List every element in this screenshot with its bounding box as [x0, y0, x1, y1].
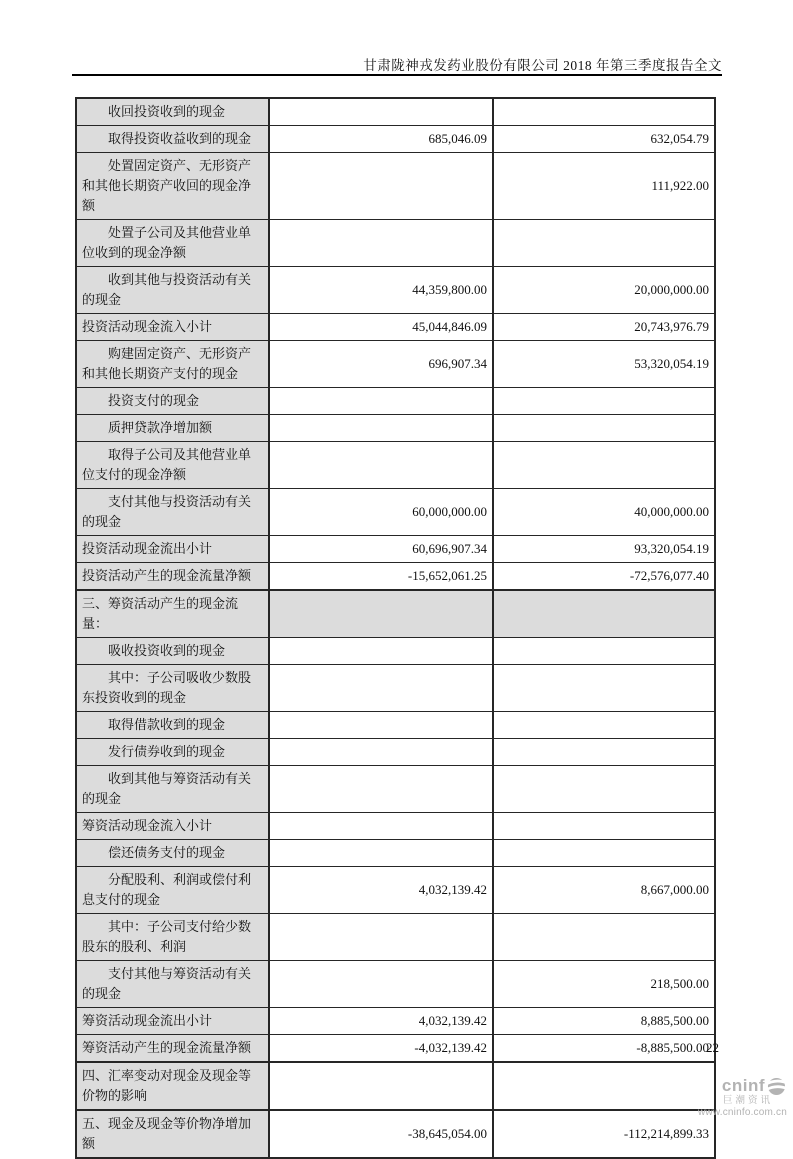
row-value-current [269, 766, 493, 813]
cninfo-brand-text: cninf [721, 1076, 765, 1096]
table-row [76, 220, 715, 267]
row-value-current: 685,046.09 [269, 126, 493, 153]
table-row [76, 126, 715, 153]
header-divider [72, 74, 722, 76]
table-row [76, 961, 715, 1008]
row-value-prior: 8,885,500.00 [493, 1008, 715, 1035]
table-row [76, 442, 715, 489]
row-value-prior [493, 638, 715, 665]
row-value-prior: 93,320,054.19 [493, 536, 715, 563]
row-value-current: 60,000,000.00 [269, 489, 493, 536]
table-row [76, 638, 715, 665]
row-value-current [269, 98, 493, 126]
table-row [76, 739, 715, 766]
table-row [76, 665, 715, 712]
row-value-prior: 20,000,000.00 [493, 267, 715, 314]
page-header-title: 甘肃陇神戎发药业股份有限公司 2018 年第三季度报告全文 [363, 58, 722, 73]
row-label: 取得子公司及其他营业单位支付的现金净额 [76, 442, 269, 489]
row-label: 分配股利、利润或偿付利息支付的现金 [76, 867, 269, 914]
row-label: 吸收投资收到的现金 [76, 638, 269, 665]
table-row [76, 1062, 715, 1110]
table-row [76, 341, 715, 388]
row-label: 质押贷款净增加额 [76, 415, 269, 442]
table-row [76, 489, 715, 536]
row-value-prior: 111,922.00 [493, 153, 715, 220]
row-label: 支付其他与筹资活动有关的现金 [76, 961, 269, 1008]
table-row [76, 914, 715, 961]
table-row [76, 712, 715, 739]
row-value-prior: 8,667,000.00 [493, 867, 715, 914]
row-value-prior [493, 665, 715, 712]
row-value-current [269, 442, 493, 489]
row-label: 偿还债务支付的现金 [76, 840, 269, 867]
row-label: 五、现金及现金等价物净增加额 [76, 1110, 269, 1158]
row-value-prior: 632,054.79 [493, 126, 715, 153]
cninfo-swirl-icon [766, 1077, 787, 1096]
row-value-prior: 20,743,976.79 [493, 314, 715, 341]
row-label: 筹资活动产生的现金流量净额 [76, 1035, 269, 1063]
row-value-prior: -112,214,899.33 [493, 1110, 715, 1158]
row-value-prior [493, 712, 715, 739]
row-value-current: 60,696,907.34 [269, 536, 493, 563]
row-value-current: 4,032,139.42 [269, 1008, 493, 1035]
row-value-prior [493, 914, 715, 961]
row-value-current: 45,044,846.09 [269, 314, 493, 341]
table-row [76, 563, 715, 591]
row-value-prior [493, 442, 715, 489]
row-value-prior [493, 840, 715, 867]
row-value-prior [493, 813, 715, 840]
row-value-current [269, 712, 493, 739]
row-label: 筹资活动现金流出小计 [76, 1008, 269, 1035]
cninfo-url: www.cninfo.com.cn [698, 1107, 787, 1119]
row-label: 购建固定资产、无形资产和其他长期资产支付的现金 [76, 341, 269, 388]
row-value-current: 4,032,139.42 [269, 867, 493, 914]
table-row [76, 590, 715, 638]
row-label: 发行债券收到的现金 [76, 739, 269, 766]
row-label: 投资支付的现金 [76, 388, 269, 415]
row-label: 取得借款收到的现金 [76, 712, 269, 739]
row-value-prior: 218,500.00 [493, 961, 715, 1008]
row-label: 筹资活动现金流入小计 [76, 813, 269, 840]
row-value-current: -15,652,061.25 [269, 563, 493, 591]
cninfo-chinese-label: 巨潮资讯 [722, 1095, 773, 1106]
cninfo-logo [677, 1077, 787, 1118]
row-label: 收回投资收到的现金 [76, 98, 269, 126]
row-value-current: 696,907.34 [269, 341, 493, 388]
row-label: 其中：子公司吸收少数股东投资收到的现金 [76, 665, 269, 712]
row-value-prior [493, 766, 715, 813]
cash-flow-table [75, 97, 716, 1159]
row-value-current [269, 961, 493, 1008]
row-value-current: 44,359,800.00 [269, 267, 493, 314]
row-value-prior [493, 98, 715, 126]
cash-flow-table-body [76, 98, 715, 1158]
row-label: 三、筹资活动产生的现金流量： [76, 590, 269, 638]
row-value-prior [493, 590, 715, 638]
row-value-prior: -8,885,500.00 [493, 1035, 715, 1063]
row-value-current [269, 415, 493, 442]
row-value-current [269, 914, 493, 961]
row-value-prior: 40,000,000.00 [493, 489, 715, 536]
page-number: 22 [706, 1040, 719, 1055]
row-value-current [269, 638, 493, 665]
row-value-current [269, 220, 493, 267]
row-label: 投资活动现金流入小计 [76, 314, 269, 341]
row-value-prior: -72,576,077.40 [493, 563, 715, 591]
table-row [76, 98, 715, 126]
row-value-current [269, 388, 493, 415]
table-row [76, 415, 715, 442]
row-value-current [269, 153, 493, 220]
row-value-prior [493, 415, 715, 442]
table-row [76, 388, 715, 415]
cninfo-brand-row [677, 1077, 787, 1096]
table-row [76, 1110, 715, 1158]
row-label: 投资活动产生的现金流量净额 [76, 563, 269, 591]
row-value-current [269, 739, 493, 766]
row-label: 收到其他与投资活动有关的现金 [76, 267, 269, 314]
row-label: 取得投资收益收到的现金 [76, 126, 269, 153]
row-value-current [269, 665, 493, 712]
row-value-current [269, 590, 493, 638]
table-row [76, 314, 715, 341]
row-label: 处置固定资产、无形资产和其他长期资产收回的现金净额 [76, 153, 269, 220]
row-label: 收到其他与筹资活动有关的现金 [76, 766, 269, 813]
row-value-prior [493, 739, 715, 766]
table-row [76, 766, 715, 813]
row-value-current [269, 813, 493, 840]
row-label: 其中：子公司支付给少数股东的股利、利润 [76, 914, 269, 961]
table-row [76, 536, 715, 563]
table-row [76, 867, 715, 914]
table-row [76, 1035, 715, 1063]
table-row [76, 813, 715, 840]
row-value-prior [493, 388, 715, 415]
row-value-current: -38,645,054.00 [269, 1110, 493, 1158]
row-value-current [269, 1062, 493, 1110]
row-label: 投资活动现金流出小计 [76, 536, 269, 563]
row-label: 支付其他与投资活动有关的现金 [76, 489, 269, 536]
row-label: 处置子公司及其他营业单位收到的现金净额 [76, 220, 269, 267]
row-value-prior: 53,320,054.19 [493, 341, 715, 388]
row-value-current [269, 840, 493, 867]
row-value-prior [493, 220, 715, 267]
row-label: 四、汇率变动对现金及现金等价物的影响 [76, 1062, 269, 1110]
table-row [76, 267, 715, 314]
table-row [76, 153, 715, 220]
table-row [76, 840, 715, 867]
table-row [76, 1008, 715, 1035]
row-value-current: -4,032,139.42 [269, 1035, 493, 1063]
